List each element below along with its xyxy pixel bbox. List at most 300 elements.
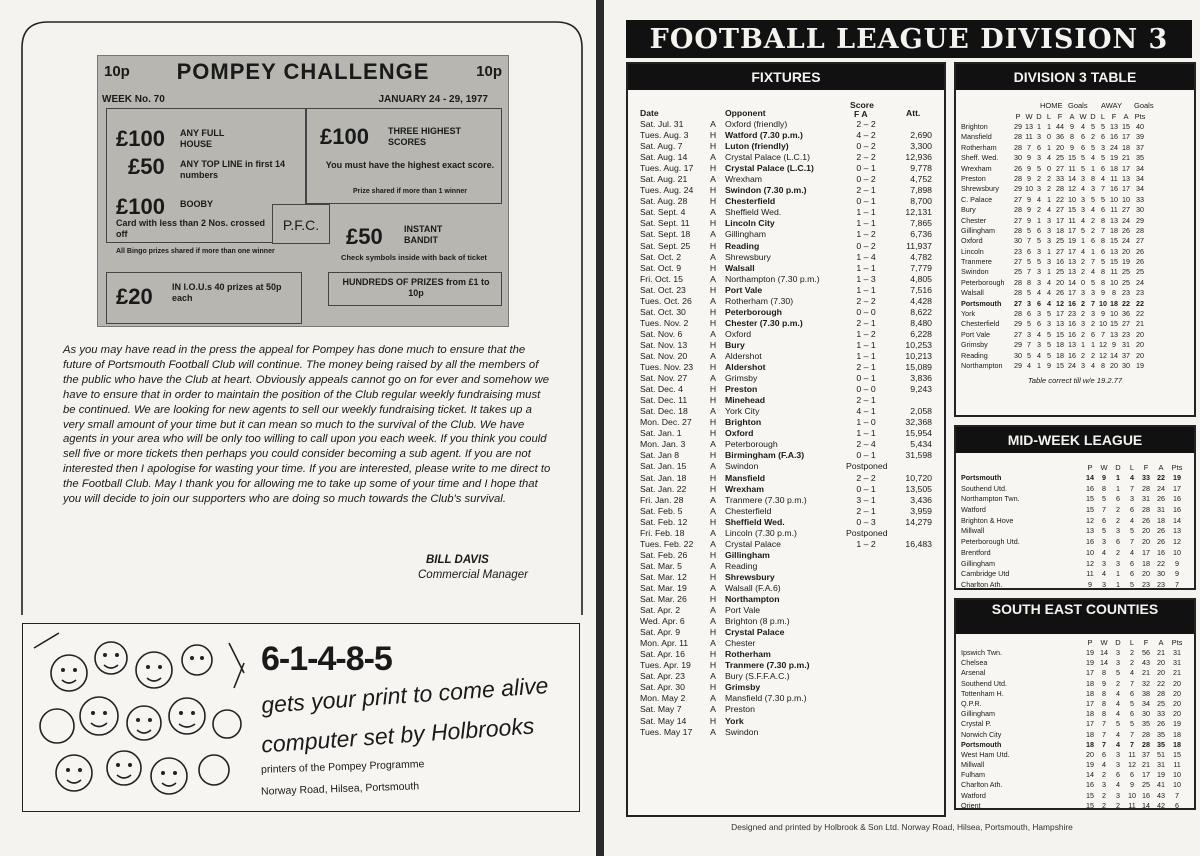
team-name: Rotherham <box>961 142 997 152</box>
team-name: Millwall <box>961 526 985 536</box>
table-cell: 3 <box>1047 236 1051 246</box>
fixture-score: 2 – 2 <box>856 295 876 306</box>
team-name: Orient <box>961 800 981 810</box>
table-cell: 3 <box>1037 184 1041 194</box>
fixture-opponent: Crystal Palace <box>725 627 785 638</box>
table-cell: 4 <box>1091 153 1095 163</box>
table-cell: 3 <box>1116 790 1120 800</box>
southeast-heading: SOUTH EAST COUNTIES <box>956 600 1194 634</box>
fixture-venue: H <box>709 428 717 439</box>
fixture-attendance: 4,752 <box>910 174 932 185</box>
table-cell: 10 <box>1173 547 1181 557</box>
fixture-score: 4 – 2 <box>856 130 876 141</box>
table-cell: 30 <box>1157 569 1165 579</box>
table-cell: 13 <box>1110 215 1118 225</box>
fixture-score: 0 – 0 <box>856 306 876 317</box>
fixture-venue: A <box>710 406 716 417</box>
fixture-opponent: Mansfield (7.30 p.m.) <box>725 693 807 704</box>
table-cell: 28 <box>1014 309 1022 319</box>
fixture-date: Tues. Nov. 23 <box>640 362 694 373</box>
table-cell: 3 <box>1047 215 1051 225</box>
fixture-row <box>640 241 940 252</box>
midweek-columns <box>956 463 1194 473</box>
fixture-venue: A <box>710 273 716 284</box>
table-cell: 18 <box>1086 729 1094 739</box>
fixture-attendance: 6,736 <box>910 229 932 240</box>
team-name: Charlton Ath. <box>961 780 1003 790</box>
fixture-date: Sat. Nov. 27 <box>640 373 688 384</box>
fixture-venue: H <box>709 339 717 350</box>
table-cell: 3 <box>1047 257 1051 267</box>
table-cell: 2 <box>1116 515 1120 525</box>
fixture-date: Sat. Sept. 4 <box>640 207 686 218</box>
table-cell: 5 <box>1037 163 1041 173</box>
fixture-opponent: Gillingham <box>725 229 767 240</box>
fixture-date: Sat. Feb. 12 <box>640 516 688 527</box>
table-cell: 25 <box>1014 267 1022 277</box>
table-cell: 4 <box>1101 173 1105 183</box>
group-goals-away: Goals <box>1134 101 1154 110</box>
fixture-venue: A <box>710 671 716 682</box>
fixture-score: 0 – 1 <box>856 163 876 174</box>
table-col-header: F <box>1111 112 1117 121</box>
table-cell: 17 <box>1122 163 1130 173</box>
fixture-row <box>640 693 940 704</box>
table-cell: 14 <box>1173 515 1181 525</box>
table-cell: 18 <box>1157 515 1165 525</box>
fixture-date: Tues. May 17 <box>640 726 693 737</box>
table-cell: 4 <box>1130 473 1134 482</box>
team-name: Walsall <box>961 288 984 298</box>
table-cell: 27 <box>1014 215 1022 225</box>
table-cell: 2 <box>1116 678 1120 688</box>
fixture-score: 4 – 1 <box>856 406 876 417</box>
fixture-venue: H <box>709 141 717 152</box>
fixture-row <box>640 649 940 660</box>
fixture-row <box>640 340 940 351</box>
table-cell: 26 <box>1136 246 1144 256</box>
team-name: Fulham <box>961 770 985 780</box>
fixture-date: Sat. Dec. 4 <box>640 384 683 395</box>
fixture-score: Postponed <box>846 527 888 538</box>
table-cell: 18 <box>1086 709 1094 719</box>
table-cell: 16 <box>1157 547 1165 557</box>
fixture-attendance: 12,131 <box>905 207 932 218</box>
division3-columns <box>956 112 1194 122</box>
fixture-date: Mon. Apr. 11 <box>640 638 689 649</box>
table-row <box>956 143 1194 153</box>
fixture-score: 0 – 1 <box>856 483 876 494</box>
fixture-opponent: Lincoln (7.30 p.m.) <box>725 527 797 538</box>
table-cell: 5 <box>1101 153 1105 163</box>
fixture-attendance: 7,516 <box>910 284 932 295</box>
table-col-header: L <box>1129 463 1135 472</box>
table-cell: 6 <box>1081 142 1085 152</box>
table-cell: 4 <box>1091 205 1095 215</box>
table-cell: 9 <box>1027 215 1031 225</box>
table-cell: 7 <box>1091 257 1095 267</box>
table-cell: 3 <box>1037 340 1041 350</box>
fixture-venue: H <box>709 262 717 273</box>
fixture-row <box>640 528 940 539</box>
fixture-attendance: 8,700 <box>910 196 932 207</box>
fixture-row <box>640 395 940 406</box>
table-cell: 6 <box>1101 132 1105 142</box>
col-date: Date <box>640 108 659 118</box>
table-col-header: A <box>1158 638 1164 647</box>
table-cell: 25 <box>1122 277 1130 287</box>
table-cell: 11 <box>1173 760 1181 770</box>
fixture-opponent: Bury <box>725 339 745 350</box>
table-cell: 3 <box>1130 494 1134 504</box>
table-cell: 3 <box>1116 558 1120 568</box>
table-row <box>956 216 1194 226</box>
table-cell: 21 <box>1142 668 1150 678</box>
price-right: 10p <box>476 63 502 80</box>
table-cell: 9 <box>1175 569 1179 579</box>
table-cell: 5 <box>1027 288 1031 298</box>
table-cell: 6 <box>1175 800 1179 810</box>
price-left: 10p <box>104 63 130 80</box>
fixture-venue: H <box>709 472 717 483</box>
fixture-date: Sat. Jan. 15 <box>640 461 687 472</box>
team-name: Southend Utd. <box>961 483 1007 493</box>
fixture-score: 3 – 1 <box>856 494 876 505</box>
team-name: Peterborough Utd. <box>961 537 1020 547</box>
group-goals-home: Goals <box>1068 101 1088 110</box>
table-cell: 11 <box>1128 749 1136 759</box>
pfc-badge: P.F.C. <box>272 204 330 244</box>
table-cell: 28 <box>1136 225 1144 235</box>
table-cell: 6 <box>1116 770 1120 780</box>
table-cell: 5 <box>1091 142 1095 152</box>
fixture-attendance: 8,480 <box>910 317 932 328</box>
fixture-date: Sat. Apr. 30 <box>640 682 685 693</box>
table-cell: 14 <box>1142 800 1150 810</box>
fixture-score: 0 – 2 <box>856 240 876 251</box>
table-cell: 6 <box>1037 319 1041 329</box>
fixture-venue: H <box>709 384 717 395</box>
fixture-score: 2 – 1 <box>856 362 876 373</box>
fixture-row <box>640 296 940 307</box>
fixture-opponent: Shrewsbury <box>725 251 771 262</box>
fixture-date: Sat. Mar. 19 <box>640 582 687 593</box>
team-name: York <box>961 309 976 319</box>
table-col-header: A <box>1069 112 1075 121</box>
fixture-date: Wed. Apr. 6 <box>640 616 685 627</box>
table-cell: 29 <box>1014 360 1022 370</box>
fixture-opponent: Oxford (friendly) <box>725 119 788 129</box>
table-cell: 5 <box>1130 698 1134 708</box>
fixture-venue: A <box>710 638 716 649</box>
table-cell: 15 <box>1110 257 1118 267</box>
fixture-attendance: 3,436 <box>910 494 932 505</box>
table-cell: 9 <box>1102 473 1106 482</box>
fixture-score: 2 – 1 <box>856 317 876 328</box>
fixture-opponent: Rotherham <box>725 649 771 660</box>
table-cell: 30 <box>1014 350 1022 360</box>
table-cell: 38 <box>1142 688 1150 698</box>
fixture-date: Sat. Mar. 26 <box>640 594 687 605</box>
hundreds-of-prizes: HUNDREDS OF PRIZES from £1 to 10p <box>342 277 490 298</box>
table-col-header: P <box>1087 638 1093 647</box>
table-col-header: Pts <box>1171 638 1183 647</box>
fixtures-panel <box>626 62 946 817</box>
table-cell: 14 <box>1086 473 1094 482</box>
table-cell: 10 <box>1122 194 1130 204</box>
fixture-date: Sat. Apr. 2 <box>640 605 681 616</box>
table-cell: 25 <box>1056 267 1064 277</box>
table-cell: 16 <box>1173 494 1181 504</box>
table-cell: 13 <box>1110 246 1118 256</box>
table-cell: 2 <box>1037 205 1041 215</box>
fixture-row <box>640 373 940 384</box>
team-name: Crystal P. <box>961 719 992 729</box>
table-cell: 20 <box>1136 329 1144 339</box>
fixture-attendance: 4,805 <box>910 273 932 284</box>
table-row <box>956 288 1194 298</box>
table-cell: 34 <box>1136 163 1144 173</box>
fixture-row <box>640 318 940 329</box>
table-cell: 28 <box>1142 505 1150 515</box>
team-name: Q.P.R. <box>961 698 982 708</box>
table-cell: 7 <box>1101 329 1105 339</box>
table-cell: 8 <box>1102 709 1106 719</box>
table-cell: 42 <box>1157 800 1165 810</box>
table-cell: 1 <box>1081 340 1085 350</box>
table-row <box>956 236 1194 246</box>
fixture-date: Sat. Feb. 5 <box>640 505 683 516</box>
table-col-header: F <box>1057 112 1063 121</box>
fixture-score: 0 – 1 <box>856 373 876 384</box>
table-cell: 2 <box>1102 770 1106 780</box>
fixture-attendance: 10,253 <box>905 339 932 350</box>
table-cell: 37 <box>1122 350 1130 360</box>
fixture-date: Tues. Apr. 19 <box>640 660 691 671</box>
table-cell: 9 <box>1101 288 1105 298</box>
table-cell: 18 <box>1056 340 1064 350</box>
team-name: Gillingham <box>961 558 995 568</box>
table-cell: 31 <box>1122 340 1130 350</box>
table-cell: 11 <box>1110 205 1118 215</box>
table-cell: 6 <box>1037 225 1041 235</box>
fixture-attendance: 3,959 <box>910 505 932 516</box>
table-cell: 17 <box>1173 483 1181 493</box>
table-cell: 3 <box>1081 205 1085 215</box>
table-cell: 22 <box>1157 558 1165 568</box>
col-att: Att. <box>906 108 921 118</box>
table-cell: 7 <box>1027 340 1031 350</box>
fixture-score: 0 – 1 <box>856 196 876 207</box>
team-name: West Ham Utd. <box>961 749 1010 759</box>
fixture-opponent: Grimsby <box>725 373 758 384</box>
fixture-opponent: Crystal Palace <box>725 538 782 549</box>
prize-scores-text: THREE HIGHEST SCORES <box>388 126 462 147</box>
table-cell: 3 <box>1116 658 1120 668</box>
table-cell: 16 <box>1068 350 1076 360</box>
fixture-opponent: Crystal Palace (L.C.1) <box>725 152 810 163</box>
fixture-attendance: 3,300 <box>910 141 932 152</box>
team-name: Chester <box>961 215 987 225</box>
table-cell: 4 <box>1047 288 1051 298</box>
table-row <box>956 351 1194 361</box>
fixture-opponent: Chester (7.30 p.m.) <box>725 317 803 328</box>
ticket-title: POMPEY CHALLENGE <box>176 59 430 84</box>
fixture-score: 1 – 1 <box>856 350 876 361</box>
table-row <box>956 569 1194 580</box>
team-name: Mansfield <box>961 132 992 142</box>
table-cell: 13 <box>1173 526 1181 536</box>
table-cell: 7 <box>1130 537 1134 547</box>
table-row <box>956 559 1194 570</box>
fixture-venue: A <box>710 505 716 516</box>
fixture-opponent: York City <box>725 406 760 417</box>
fixture-opponent: Chester <box>725 638 756 649</box>
fixture-opponent: Chesterfield <box>725 505 772 516</box>
table-cell: 4 <box>1116 698 1120 708</box>
table-cell: 12 <box>1068 184 1076 194</box>
table-cell: 26 <box>1157 537 1165 547</box>
table-cell: 16 <box>1086 780 1094 790</box>
fixture-venue: A <box>710 726 716 737</box>
table-cell: 15 <box>1173 749 1181 759</box>
table-cell: 19 <box>1157 770 1165 780</box>
fixture-attendance: 7,898 <box>910 185 932 196</box>
bandit-note: Check symbols inside with back of ticket <box>341 253 487 262</box>
fixture-date: Tues. Aug. 3 <box>640 130 689 141</box>
table-cell: 3 <box>1116 760 1120 770</box>
team-name: Portsmouth <box>961 298 1002 308</box>
table-cell: 12 <box>1056 298 1064 308</box>
table-cell: 17 <box>1086 668 1094 678</box>
fixture-date: Sat. Aug. 21 <box>640 174 688 185</box>
prize-iou-text: IN I.O.U.s 40 prizes at 50p each <box>172 282 282 303</box>
fixture-date: Sat. Oct. 23 <box>640 284 686 295</box>
team-name: Tottenham H. <box>961 688 1004 698</box>
table-cell: 5 <box>1102 494 1106 504</box>
fixture-score: 2 – 2 <box>856 152 876 163</box>
col-opponent: Opponent <box>725 108 766 118</box>
table-row <box>956 770 1194 780</box>
table-row <box>956 719 1194 729</box>
fixture-row <box>640 539 940 550</box>
fixture-venue: H <box>709 417 717 428</box>
table-cell: 4 <box>1081 215 1085 225</box>
table-col-header: W <box>1100 638 1108 647</box>
table-cell: 6 <box>1130 770 1134 780</box>
table-cell: 22 <box>1056 194 1064 204</box>
team-name: Peterborough <box>961 277 1005 287</box>
fixture-attendance: 9,778 <box>910 163 932 174</box>
table-cell: 15 <box>1068 205 1076 215</box>
fixture-row <box>640 406 940 417</box>
fixture-row <box>640 605 940 616</box>
table-cell: 20 <box>1056 142 1064 152</box>
table-row <box>956 689 1194 699</box>
table-cell: 13 <box>1025 122 1033 131</box>
fixture-opponent: Sheffield Wed. <box>725 516 785 527</box>
table-cell: 26 <box>1157 526 1165 536</box>
fixture-score: 1 – 1 <box>856 284 876 295</box>
printer-note: printers of the Pompey Programme <box>260 758 425 776</box>
fixture-row <box>640 572 940 583</box>
fixture-row <box>640 450 940 461</box>
table-cell: 27 <box>1014 194 1022 204</box>
division-banner: FOOTBALL LEAGUE DIVISION 3 <box>626 20 1192 58</box>
table-cell: 29 <box>1014 319 1022 329</box>
fixture-attendance: 10,213 <box>905 350 932 361</box>
southeast-columns <box>956 638 1194 648</box>
table-cell: 7 <box>1027 267 1031 277</box>
fixture-score: 2 – 1 <box>856 185 876 196</box>
table-cell: 8 <box>1102 483 1106 493</box>
fixture-date: Sat. Nov. 6 <box>640 328 683 339</box>
scores-note: You must have the highest exact score. <box>325 160 495 170</box>
table-cell: 16 <box>1068 329 1076 339</box>
table-cell: 28 <box>1014 277 1022 287</box>
fixture-row <box>640 473 940 484</box>
team-name: Gillingham <box>961 709 995 719</box>
fixture-attendance: 31,598 <box>905 450 932 461</box>
fixture-date: Tues. Aug. 17 <box>640 163 694 174</box>
table-cell: 20 <box>1122 246 1130 256</box>
table-cell: 6 <box>1101 163 1105 173</box>
table-cell: 20 <box>1142 526 1150 536</box>
fixture-date: Sat. Jan. 1 <box>640 428 682 439</box>
fixture-opponent: Aldershot <box>725 362 766 373</box>
table-col-header: W <box>1025 112 1033 121</box>
table-cell: 24 <box>1136 277 1144 287</box>
fixture-row <box>640 207 940 218</box>
table-cell: 23 <box>1014 246 1022 256</box>
southeast-rows <box>956 648 1194 811</box>
fixture-opponent: Wrexham <box>725 174 763 185</box>
table-col-header: P <box>1087 463 1093 472</box>
table-row <box>956 791 1194 801</box>
fixture-date: Sat. Sept. 11 <box>640 218 690 229</box>
table-cell: 16 <box>1110 132 1118 142</box>
table-cell: 6 <box>1027 309 1031 319</box>
fixture-attendance: 7,779 <box>910 262 932 273</box>
table-cell: 18 <box>1110 163 1118 173</box>
table-cell: 1 <box>1037 360 1041 370</box>
fixture-opponent: Gillingham <box>725 549 770 560</box>
printer-footer: Designed and printed by Holbrook & Son Ltd. Norway Road, Hilsea, Portsmouth, Hampshire <box>731 822 1073 832</box>
table-cell: 13 <box>1056 319 1064 329</box>
table-cell: 18 <box>1110 225 1118 235</box>
fixture-venue: H <box>709 516 717 527</box>
table-cell: 5 <box>1081 153 1085 163</box>
table-cell: 28 <box>1142 729 1150 739</box>
fixture-row <box>640 495 940 506</box>
signature-title: Commercial Manager <box>418 569 528 581</box>
table-cell: 29 <box>1014 340 1022 350</box>
fixture-venue: A <box>710 560 716 571</box>
table-cell: 5 <box>1027 225 1031 235</box>
table-cell: 20 <box>1173 709 1181 719</box>
booby-note: Card with less than 2 Nos. crossed off <box>116 218 266 239</box>
table-cell: 3 <box>1027 329 1031 339</box>
table-cell: 6 <box>1102 515 1106 525</box>
table-cell: 27 <box>1056 163 1064 173</box>
table-cell: 15 <box>1110 319 1118 329</box>
table-cell: 0 <box>1081 277 1085 287</box>
fixture-attendance: 13,505 <box>905 483 932 494</box>
table-cell: 2 <box>1130 658 1134 668</box>
prize-scores-amount: £100 <box>320 124 369 149</box>
table-cell: 4 <box>1130 515 1134 525</box>
table-cell: 7 <box>1102 739 1106 749</box>
